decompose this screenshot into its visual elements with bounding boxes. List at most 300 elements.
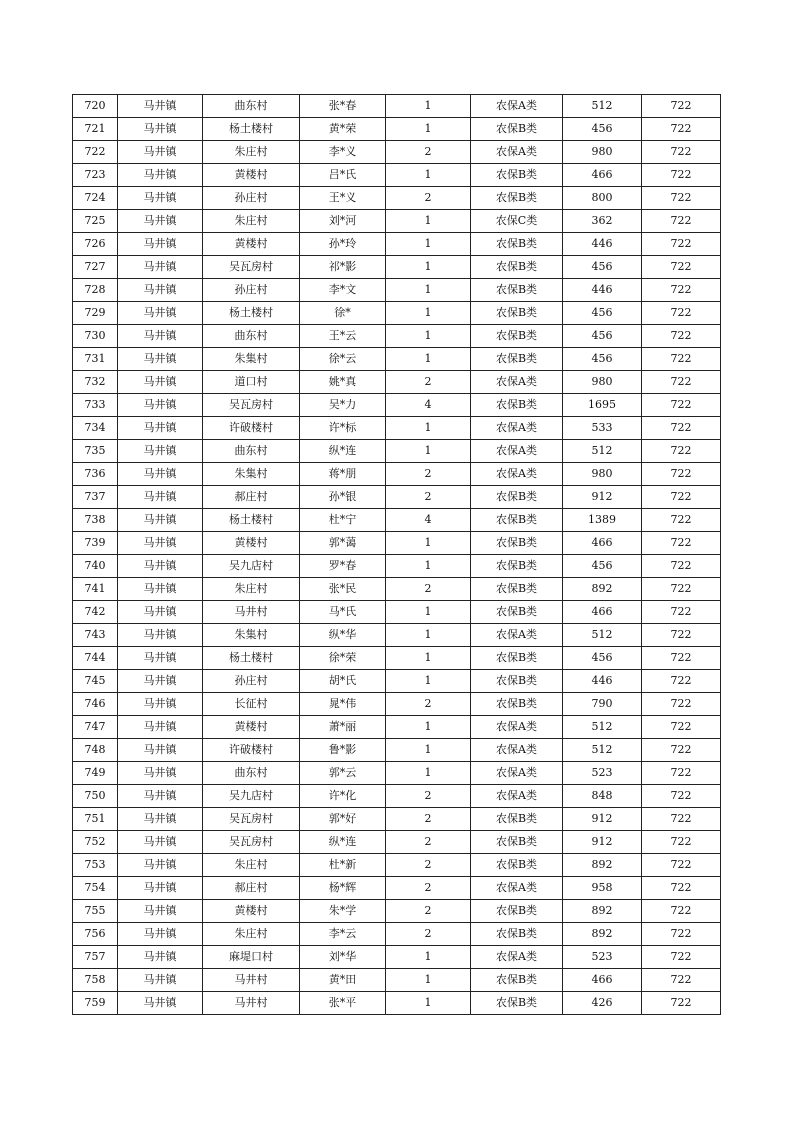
cell-town: 马井镇 bbox=[118, 555, 203, 578]
cell-town: 马井镇 bbox=[118, 532, 203, 555]
table-row bbox=[73, 164, 721, 187]
cell-town: 马井镇 bbox=[118, 693, 203, 716]
cell-town: 马井镇 bbox=[118, 302, 203, 325]
cell-village: 孙庄村 bbox=[203, 279, 300, 302]
cell-insurance-type: 农保A类 bbox=[471, 371, 563, 394]
cell-standard: 722 bbox=[642, 187, 721, 210]
cell-name: 张*平 bbox=[300, 992, 386, 1015]
cell-household-size: 4 bbox=[386, 509, 471, 532]
cell-insurance-type: 农保C类 bbox=[471, 210, 563, 233]
cell-amount: 892 bbox=[563, 854, 642, 877]
table-row bbox=[73, 509, 721, 532]
cell-standard: 722 bbox=[642, 440, 721, 463]
cell-household-size: 2 bbox=[386, 486, 471, 509]
table-row bbox=[73, 946, 721, 969]
cell-village: 孙庄村 bbox=[203, 670, 300, 693]
cell-town: 马井镇 bbox=[118, 440, 203, 463]
cell-household-size: 2 bbox=[386, 187, 471, 210]
table-row bbox=[73, 256, 721, 279]
cell-insurance-type: 农保B类 bbox=[471, 900, 563, 923]
cell-seq-no: 749 bbox=[73, 762, 118, 785]
cell-seq-no: 752 bbox=[73, 831, 118, 854]
cell-town: 马井镇 bbox=[118, 762, 203, 785]
cell-standard: 722 bbox=[642, 831, 721, 854]
table-row bbox=[73, 601, 721, 624]
cell-amount: 1389 bbox=[563, 509, 642, 532]
table-row bbox=[73, 555, 721, 578]
cell-standard: 722 bbox=[642, 601, 721, 624]
cell-village: 郝庄村 bbox=[203, 877, 300, 900]
table-row bbox=[73, 877, 721, 900]
table-row bbox=[73, 923, 721, 946]
cell-amount: 892 bbox=[563, 578, 642, 601]
cell-standard: 722 bbox=[642, 578, 721, 601]
cell-insurance-type: 农保B类 bbox=[471, 256, 563, 279]
table-row bbox=[73, 279, 721, 302]
cell-village: 马井村 bbox=[203, 969, 300, 992]
cell-insurance-type: 农保B类 bbox=[471, 509, 563, 532]
cell-amount: 523 bbox=[563, 946, 642, 969]
cell-standard: 722 bbox=[642, 992, 721, 1015]
table-row bbox=[73, 233, 721, 256]
cell-town: 马井镇 bbox=[118, 509, 203, 532]
cell-name: 姚*真 bbox=[300, 371, 386, 394]
cell-insurance-type: 农保A类 bbox=[471, 877, 563, 900]
cell-name: 纵*连 bbox=[300, 831, 386, 854]
cell-standard: 722 bbox=[642, 693, 721, 716]
cell-village: 黄楼村 bbox=[203, 164, 300, 187]
cell-amount: 523 bbox=[563, 762, 642, 785]
cell-insurance-type: 农保B类 bbox=[471, 578, 563, 601]
cell-amount: 790 bbox=[563, 693, 642, 716]
cell-village: 吴九店村 bbox=[203, 555, 300, 578]
cell-seq-no: 731 bbox=[73, 348, 118, 371]
cell-name: 郭*好 bbox=[300, 808, 386, 831]
cell-insurance-type: 农保B类 bbox=[471, 348, 563, 371]
cell-insurance-type: 农保B类 bbox=[471, 233, 563, 256]
cell-seq-no: 758 bbox=[73, 969, 118, 992]
cell-standard: 722 bbox=[642, 118, 721, 141]
cell-town: 马井镇 bbox=[118, 187, 203, 210]
cell-seq-no: 747 bbox=[73, 716, 118, 739]
cell-amount: 466 bbox=[563, 532, 642, 555]
cell-standard: 722 bbox=[642, 95, 721, 118]
cell-town: 马井镇 bbox=[118, 670, 203, 693]
cell-seq-no: 746 bbox=[73, 693, 118, 716]
cell-standard: 722 bbox=[642, 877, 721, 900]
cell-village: 马井村 bbox=[203, 601, 300, 624]
cell-standard: 722 bbox=[642, 923, 721, 946]
cell-household-size: 4 bbox=[386, 394, 471, 417]
cell-town: 马井镇 bbox=[118, 900, 203, 923]
cell-name: 李*云 bbox=[300, 923, 386, 946]
cell-name: 蒋*朋 bbox=[300, 463, 386, 486]
cell-amount: 456 bbox=[563, 302, 642, 325]
cell-insurance-type: 农保A类 bbox=[471, 141, 563, 164]
cell-seq-no: 735 bbox=[73, 440, 118, 463]
cell-amount: 980 bbox=[563, 463, 642, 486]
cell-household-size: 1 bbox=[386, 417, 471, 440]
cell-village: 朱庄村 bbox=[203, 141, 300, 164]
cell-seq-no: 723 bbox=[73, 164, 118, 187]
cell-insurance-type: 农保B类 bbox=[471, 854, 563, 877]
table-row bbox=[73, 210, 721, 233]
cell-insurance-type: 农保B类 bbox=[471, 670, 563, 693]
cell-seq-no: 759 bbox=[73, 992, 118, 1015]
cell-town: 马井镇 bbox=[118, 256, 203, 279]
cell-name: 郭*蔼 bbox=[300, 532, 386, 555]
cell-town: 马井镇 bbox=[118, 95, 203, 118]
cell-standard: 722 bbox=[642, 371, 721, 394]
table-row bbox=[73, 302, 721, 325]
cell-insurance-type: 农保A类 bbox=[471, 739, 563, 762]
cell-amount: 466 bbox=[563, 969, 642, 992]
cell-name: 罗*春 bbox=[300, 555, 386, 578]
cell-village: 朱集村 bbox=[203, 348, 300, 371]
table-row bbox=[73, 831, 721, 854]
cell-seq-no: 727 bbox=[73, 256, 118, 279]
cell-town: 马井镇 bbox=[118, 923, 203, 946]
cell-insurance-type: 农保A类 bbox=[471, 716, 563, 739]
cell-name: 祁*影 bbox=[300, 256, 386, 279]
cell-household-size: 1 bbox=[386, 256, 471, 279]
cell-town: 马井镇 bbox=[118, 739, 203, 762]
cell-standard: 722 bbox=[642, 348, 721, 371]
cell-village: 马井村 bbox=[203, 992, 300, 1015]
cell-amount: 446 bbox=[563, 233, 642, 256]
table-row bbox=[73, 118, 721, 141]
cell-amount: 446 bbox=[563, 670, 642, 693]
cell-town: 马井镇 bbox=[118, 601, 203, 624]
cell-village: 吴瓦房村 bbox=[203, 394, 300, 417]
cell-village: 许破楼村 bbox=[203, 417, 300, 440]
cell-village: 杨土楼村 bbox=[203, 118, 300, 141]
cell-standard: 722 bbox=[642, 417, 721, 440]
cell-town: 马井镇 bbox=[118, 946, 203, 969]
cell-insurance-type: 农保A类 bbox=[471, 624, 563, 647]
cell-name: 李*义 bbox=[300, 141, 386, 164]
cell-standard: 722 bbox=[642, 785, 721, 808]
cell-seq-no: 733 bbox=[73, 394, 118, 417]
cell-name: 孙*银 bbox=[300, 486, 386, 509]
cell-village: 曲东村 bbox=[203, 440, 300, 463]
table-row bbox=[73, 762, 721, 785]
cell-household-size: 1 bbox=[386, 762, 471, 785]
cell-insurance-type: 农保A类 bbox=[471, 785, 563, 808]
cell-name: 孙*玲 bbox=[300, 233, 386, 256]
cell-household-size: 2 bbox=[386, 808, 471, 831]
cell-village: 曲东村 bbox=[203, 325, 300, 348]
table-row bbox=[73, 348, 721, 371]
cell-insurance-type: 农保B类 bbox=[471, 923, 563, 946]
cell-household-size: 1 bbox=[386, 739, 471, 762]
cell-name: 杜*新 bbox=[300, 854, 386, 877]
cell-amount: 456 bbox=[563, 348, 642, 371]
cell-seq-no: 748 bbox=[73, 739, 118, 762]
cell-insurance-type: 农保B类 bbox=[471, 532, 563, 555]
cell-amount: 362 bbox=[563, 210, 642, 233]
cell-amount: 912 bbox=[563, 486, 642, 509]
cell-standard: 722 bbox=[642, 739, 721, 762]
cell-town: 马井镇 bbox=[118, 486, 203, 509]
cell-village: 吴九店村 bbox=[203, 785, 300, 808]
cell-seq-no: 729 bbox=[73, 302, 118, 325]
cell-standard: 722 bbox=[642, 509, 721, 532]
cell-village: 许破楼村 bbox=[203, 739, 300, 762]
table-row bbox=[73, 992, 721, 1015]
table-row bbox=[73, 624, 721, 647]
cell-amount: 512 bbox=[563, 716, 642, 739]
cell-name: 徐*云 bbox=[300, 348, 386, 371]
cell-seq-no: 736 bbox=[73, 463, 118, 486]
cell-seq-no: 742 bbox=[73, 601, 118, 624]
cell-town: 马井镇 bbox=[118, 854, 203, 877]
cell-household-size: 2 bbox=[386, 141, 471, 164]
cell-insurance-type: 农保A类 bbox=[471, 762, 563, 785]
cell-name: 朱*学 bbox=[300, 900, 386, 923]
cell-amount: 892 bbox=[563, 923, 642, 946]
cell-name: 刘*河 bbox=[300, 210, 386, 233]
cell-household-size: 1 bbox=[386, 647, 471, 670]
cell-village: 吴瓦房村 bbox=[203, 256, 300, 279]
cell-amount: 426 bbox=[563, 992, 642, 1015]
cell-insurance-type: 农保B类 bbox=[471, 187, 563, 210]
cell-seq-no: 730 bbox=[73, 325, 118, 348]
cell-seq-no: 750 bbox=[73, 785, 118, 808]
cell-town: 马井镇 bbox=[118, 785, 203, 808]
cell-name: 马*氏 bbox=[300, 601, 386, 624]
cell-village: 吴瓦房村 bbox=[203, 831, 300, 854]
cell-name: 纵*连 bbox=[300, 440, 386, 463]
cell-insurance-type: 农保B类 bbox=[471, 808, 563, 831]
cell-seq-no: 751 bbox=[73, 808, 118, 831]
cell-village: 杨土楼村 bbox=[203, 647, 300, 670]
cell-household-size: 1 bbox=[386, 279, 471, 302]
cell-name: 许*标 bbox=[300, 417, 386, 440]
table-row bbox=[73, 716, 721, 739]
cell-standard: 722 bbox=[642, 210, 721, 233]
cell-village: 朱集村 bbox=[203, 624, 300, 647]
cell-insurance-type: 农保B类 bbox=[471, 992, 563, 1015]
cell-insurance-type: 农保A类 bbox=[471, 463, 563, 486]
cell-standard: 722 bbox=[642, 141, 721, 164]
cell-insurance-type: 农保B类 bbox=[471, 693, 563, 716]
table-row bbox=[73, 647, 721, 670]
data-table bbox=[72, 94, 721, 1015]
cell-amount: 512 bbox=[563, 739, 642, 762]
cell-seq-no: 757 bbox=[73, 946, 118, 969]
cell-insurance-type: 农保B类 bbox=[471, 118, 563, 141]
cell-seq-no: 738 bbox=[73, 509, 118, 532]
cell-standard: 722 bbox=[642, 854, 721, 877]
cell-standard: 722 bbox=[642, 946, 721, 969]
cell-household-size: 2 bbox=[386, 785, 471, 808]
cell-standard: 722 bbox=[642, 279, 721, 302]
table-row bbox=[73, 693, 721, 716]
cell-town: 马井镇 bbox=[118, 578, 203, 601]
cell-insurance-type: 农保B类 bbox=[471, 325, 563, 348]
cell-household-size: 1 bbox=[386, 164, 471, 187]
cell-name: 张*春 bbox=[300, 95, 386, 118]
cell-town: 马井镇 bbox=[118, 716, 203, 739]
cell-seq-no: 725 bbox=[73, 210, 118, 233]
cell-standard: 722 bbox=[642, 302, 721, 325]
cell-name: 许*化 bbox=[300, 785, 386, 808]
cell-standard: 722 bbox=[642, 670, 721, 693]
cell-household-size: 2 bbox=[386, 463, 471, 486]
cell-amount: 512 bbox=[563, 95, 642, 118]
cell-town: 马井镇 bbox=[118, 279, 203, 302]
cell-insurance-type: 农保A类 bbox=[471, 440, 563, 463]
cell-standard: 722 bbox=[642, 808, 721, 831]
cell-town: 马井镇 bbox=[118, 371, 203, 394]
cell-insurance-type: 农保B类 bbox=[471, 969, 563, 992]
cell-seq-no: 744 bbox=[73, 647, 118, 670]
cell-insurance-type: 农保B类 bbox=[471, 601, 563, 624]
cell-town: 马井镇 bbox=[118, 992, 203, 1015]
table-row bbox=[73, 670, 721, 693]
cell-insurance-type: 农保A类 bbox=[471, 946, 563, 969]
document-page bbox=[72, 94, 720, 1015]
cell-town: 马井镇 bbox=[118, 808, 203, 831]
cell-name: 郭*云 bbox=[300, 762, 386, 785]
cell-standard: 722 bbox=[642, 900, 721, 923]
cell-standard: 722 bbox=[642, 532, 721, 555]
cell-village: 曲东村 bbox=[203, 762, 300, 785]
cell-amount: 456 bbox=[563, 555, 642, 578]
table-row bbox=[73, 463, 721, 486]
cell-household-size: 1 bbox=[386, 325, 471, 348]
table-row bbox=[73, 417, 721, 440]
cell-amount: 892 bbox=[563, 900, 642, 923]
cell-town: 马井镇 bbox=[118, 118, 203, 141]
cell-village: 道口村 bbox=[203, 371, 300, 394]
cell-town: 马井镇 bbox=[118, 348, 203, 371]
cell-amount: 958 bbox=[563, 877, 642, 900]
table-row bbox=[73, 95, 721, 118]
cell-amount: 512 bbox=[563, 624, 642, 647]
cell-village: 杨土楼村 bbox=[203, 302, 300, 325]
table-row bbox=[73, 808, 721, 831]
cell-town: 马井镇 bbox=[118, 463, 203, 486]
cell-amount: 456 bbox=[563, 118, 642, 141]
cell-town: 马井镇 bbox=[118, 233, 203, 256]
cell-name: 杨*辉 bbox=[300, 877, 386, 900]
cell-standard: 722 bbox=[642, 555, 721, 578]
cell-insurance-type: 农保B类 bbox=[471, 555, 563, 578]
cell-village: 杨土楼村 bbox=[203, 509, 300, 532]
cell-insurance-type: 农保B类 bbox=[471, 302, 563, 325]
cell-seq-no: 740 bbox=[73, 555, 118, 578]
cell-amount: 1695 bbox=[563, 394, 642, 417]
cell-standard: 722 bbox=[642, 969, 721, 992]
cell-household-size: 1 bbox=[386, 624, 471, 647]
cell-standard: 722 bbox=[642, 394, 721, 417]
cell-household-size: 1 bbox=[386, 95, 471, 118]
cell-village: 黄楼村 bbox=[203, 900, 300, 923]
cell-amount: 466 bbox=[563, 164, 642, 187]
cell-amount: 980 bbox=[563, 141, 642, 164]
cell-amount: 466 bbox=[563, 601, 642, 624]
cell-standard: 722 bbox=[642, 716, 721, 739]
cell-village: 朱庄村 bbox=[203, 578, 300, 601]
cell-standard: 722 bbox=[642, 164, 721, 187]
cell-household-size: 2 bbox=[386, 923, 471, 946]
cell-name: 胡*氏 bbox=[300, 670, 386, 693]
table-row bbox=[73, 371, 721, 394]
cell-insurance-type: 农保B类 bbox=[471, 279, 563, 302]
cell-town: 马井镇 bbox=[118, 624, 203, 647]
cell-seq-no: 755 bbox=[73, 900, 118, 923]
cell-standard: 722 bbox=[642, 624, 721, 647]
cell-seq-no: 745 bbox=[73, 670, 118, 693]
cell-town: 马井镇 bbox=[118, 141, 203, 164]
cell-town: 马井镇 bbox=[118, 877, 203, 900]
cell-village: 吴瓦房村 bbox=[203, 808, 300, 831]
table-row bbox=[73, 325, 721, 348]
cell-seq-no: 732 bbox=[73, 371, 118, 394]
cell-village: 曲东村 bbox=[203, 95, 300, 118]
cell-household-size: 2 bbox=[386, 854, 471, 877]
cell-insurance-type: 农保A类 bbox=[471, 95, 563, 118]
cell-standard: 722 bbox=[642, 762, 721, 785]
cell-household-size: 1 bbox=[386, 670, 471, 693]
cell-name: 张*民 bbox=[300, 578, 386, 601]
cell-household-size: 1 bbox=[386, 210, 471, 233]
cell-town: 马井镇 bbox=[118, 164, 203, 187]
cell-town: 马井镇 bbox=[118, 394, 203, 417]
cell-amount: 533 bbox=[563, 417, 642, 440]
cell-standard: 722 bbox=[642, 647, 721, 670]
cell-name: 晁*伟 bbox=[300, 693, 386, 716]
cell-amount: 512 bbox=[563, 440, 642, 463]
table-row bbox=[73, 394, 721, 417]
cell-household-size: 2 bbox=[386, 831, 471, 854]
cell-village: 朱庄村 bbox=[203, 923, 300, 946]
cell-village: 郝庄村 bbox=[203, 486, 300, 509]
table-row bbox=[73, 440, 721, 463]
cell-household-size: 2 bbox=[386, 371, 471, 394]
cell-seq-no: 728 bbox=[73, 279, 118, 302]
cell-amount: 446 bbox=[563, 279, 642, 302]
cell-village: 朱庄村 bbox=[203, 854, 300, 877]
cell-seq-no: 734 bbox=[73, 417, 118, 440]
cell-village: 麻堤口村 bbox=[203, 946, 300, 969]
cell-standard: 722 bbox=[642, 233, 721, 256]
cell-standard: 722 bbox=[642, 463, 721, 486]
table-row bbox=[73, 578, 721, 601]
cell-amount: 980 bbox=[563, 371, 642, 394]
cell-seq-no: 720 bbox=[73, 95, 118, 118]
table-body bbox=[73, 95, 721, 1015]
cell-household-size: 1 bbox=[386, 440, 471, 463]
cell-standard: 722 bbox=[642, 256, 721, 279]
cell-name: 徐* bbox=[300, 302, 386, 325]
cell-name: 李*文 bbox=[300, 279, 386, 302]
cell-name: 鲁*影 bbox=[300, 739, 386, 762]
cell-village: 长征村 bbox=[203, 693, 300, 716]
cell-seq-no: 754 bbox=[73, 877, 118, 900]
cell-amount: 456 bbox=[563, 256, 642, 279]
cell-seq-no: 722 bbox=[73, 141, 118, 164]
cell-town: 马井镇 bbox=[118, 417, 203, 440]
cell-seq-no: 756 bbox=[73, 923, 118, 946]
cell-household-size: 1 bbox=[386, 302, 471, 325]
cell-insurance-type: 农保B类 bbox=[471, 394, 563, 417]
cell-household-size: 1 bbox=[386, 555, 471, 578]
cell-name: 黄*田 bbox=[300, 969, 386, 992]
cell-name: 徐*荣 bbox=[300, 647, 386, 670]
